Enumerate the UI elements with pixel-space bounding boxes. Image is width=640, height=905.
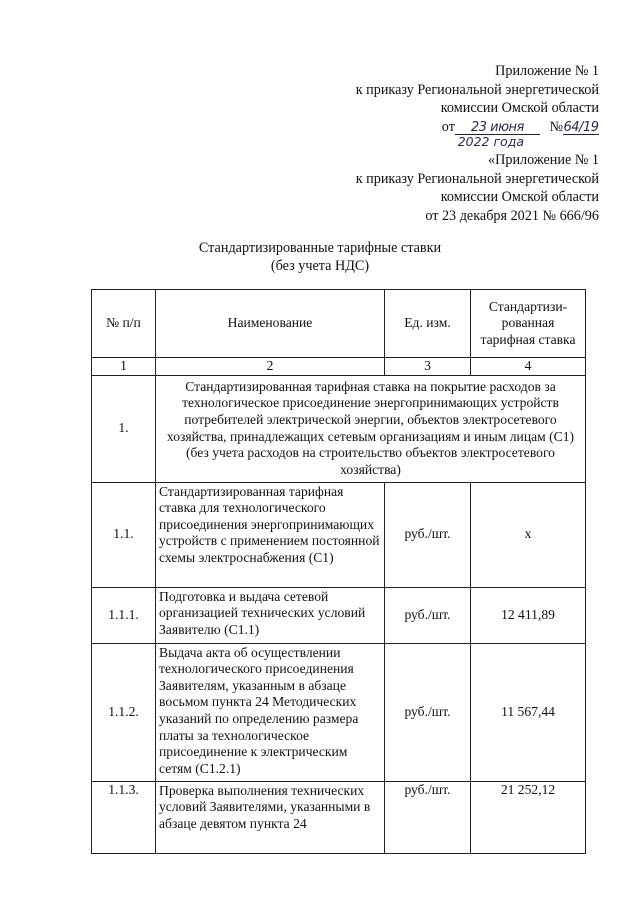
row-value: 12 411,89 (471, 587, 586, 643)
row-section-title: Стандартизированная тарифная ставка на покрытие расходов за технологическое присоединение энергопринимающих устройств потребителей электрической энергии, объектов электросетевого хозяйства, принадлежащих сетевым организациям и иным лицам (С1) (без учета расходов на строительство объектов электросетевого хозяйства) (156, 375, 586, 482)
table-row (92, 375, 586, 482)
row-name: Выдача акта об осуществлении технологического присоединения Заявителям, указанным в абзаце восьмом пункта 24 Методических указаний по определению размера платы за технологическое присоединение к электрическим сетям (С1.2.1) (156, 643, 385, 781)
commission-line: комиссии Омской области (440, 100, 599, 117)
tariff-table (91, 289, 586, 854)
original-order-header (356, 151, 599, 225)
handwritten-number: 64/19 (563, 119, 599, 135)
col-number: 2 (156, 358, 385, 376)
header-rate: Стандартизи-рованная тарифная ставка (471, 290, 586, 358)
header-name: Наименование (156, 290, 385, 358)
row-name: Проверка выполнения технических условий Заявителями, указанными в абзаце девятом пункта 24 (156, 781, 385, 853)
row-num: 1. (92, 375, 156, 482)
row-unit: руб./шт. (385, 587, 471, 643)
title-line-2: (без учета НДС) (270, 258, 370, 274)
col-number: 1 (92, 358, 156, 376)
table-row (92, 643, 586, 781)
row-num: 1.1.1. (92, 587, 156, 643)
row-unit: руб./шт. (385, 643, 471, 781)
from-label: от (441, 118, 455, 135)
row-num: 1.1.3. (92, 781, 156, 853)
orig-appendix-label: «Приложение № 1 (488, 152, 599, 168)
table-row (92, 482, 586, 587)
title-line-1: Стандартизированные тарифные ставки (198, 240, 442, 256)
table-row (92, 781, 586, 853)
col-number: 4 (471, 358, 586, 376)
header-num: № п/п (92, 290, 156, 358)
order-issuer-line: к приказу Региональной энергетической (355, 81, 599, 98)
orig-commission-line: комиссии Омской области (440, 189, 599, 206)
col-number: 3 (385, 358, 471, 376)
row-name: Стандартизированная тарифная ставка для технологического присоединения энергопринимающих устройств с применением постоянной схемы электроснабжения (С1) (156, 482, 385, 587)
row-num: 1.1. (92, 482, 156, 587)
handwritten-year-row (356, 136, 599, 152)
row-unit: руб./шт. (385, 482, 471, 587)
row-value: 21 252,12 (471, 781, 586, 853)
handwritten-year: 2022 года (457, 134, 524, 150)
table-row (92, 587, 586, 643)
handwritten-date: 23 июня (455, 118, 540, 135)
header-unit: Ед. изм. (385, 290, 471, 358)
row-value: 11 567,44 (471, 643, 586, 781)
row-num: 1.1.2. (92, 643, 156, 781)
orig-order-issuer-line: к приказу Региональной энергетической (355, 170, 599, 187)
document-title (0, 239, 640, 275)
column-number-row (92, 358, 586, 376)
number-label: № (549, 118, 563, 135)
table-header-row (92, 290, 586, 358)
row-name: Подготовка и выдача сетевой организацией технических условий Заявителю (С1.1) (156, 587, 385, 643)
order-reference-header (356, 62, 599, 152)
orig-date-number-line: от 23 декабря 2021 № 666/96 (425, 207, 599, 224)
row-unit: руб./шт. (385, 781, 471, 853)
row-value: х (471, 482, 586, 587)
appendix-label: Приложение № 1 (495, 63, 599, 79)
